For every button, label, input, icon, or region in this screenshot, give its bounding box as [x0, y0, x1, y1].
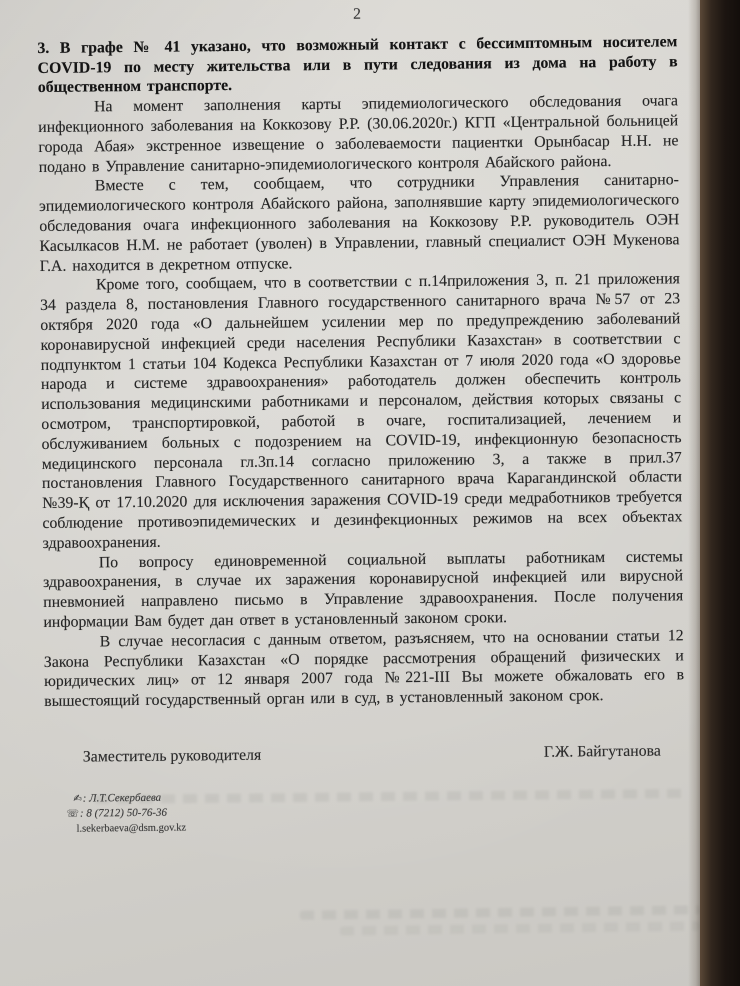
paragraph: В случае несогласия с данным ответом, разъясняем, что на основании статьи 12 Закона Республики Казахстан «О порядке рассмотрения обращений физических и юридических лиц» от 12 января 2007 года №221-III Вы можете обжаловать его в вышестоящий государственный орган или в суд, в установленный законом срок. [43, 626, 685, 711]
signature-row [45, 741, 685, 767]
email-address: l.sekerbaeva@dsm.gov.kz [76, 822, 187, 835]
paragraph: По вопросу единовременной социальной выплаты работникам системы здравоохранения, в случае их заражения коронавирусной инфекцией или вирусной пневмонией направлено письмо в Управление здравоохранения. После получения информации Вам будет дан ответ в установленный законом сроки. [42, 547, 684, 631]
section-heading: 3. В графе № 41 указано, что возможный контакт с бессимптомным носителем COVID-19 по месту жительства или в пути следования из дома на работу в общественном транспорте. [37, 33, 678, 97]
bleed-through-artifact [300, 905, 700, 920]
photo-background-edge [700, 0, 740, 986]
writing-hand-icon: ✍ [73, 793, 82, 805]
phone-number: : 8 (7212) 50-76-36 [79, 806, 168, 820]
bleed-through-artifact [340, 921, 700, 935]
signer-title: Заместитель руководителя [82, 746, 262, 766]
telephone-icon: ☏ [66, 808, 80, 820]
executor-name: : Л.Т.Секербаева [82, 791, 162, 805]
executor-block [45, 785, 685, 837]
paragraph: Вместе с тем, сообщаем, что сотрудники Управления санитарно-эпидемиологического контроля Абайского района, заполнявшие карту эпидемиологического обследования очага инфекционного заболевания на Коккозову Р.Р. руководитель ОЭН Касылкасов Н.М. не работает (уволен) в Управлении, главный специалист ОЭН Мукенова Г.А. находится в декретном отпуске. [38, 171, 680, 275]
page-number: 2 [353, 5, 362, 23]
signer-name: Г.Ж. Байгутанова [543, 742, 661, 761]
paragraph: Кроме того, сообщаем, что в соответствии с п.14приложения 3, п. 21 приложения 34 раздела 8, постановления Главного государственного санитарного врача №57 от 23 октября 2020 года «О дальнейшем усилении мер по предупреждению заболеваний коронавирусной инфекцией среди населения Республики Казахстан» в соответствии с подпунктом 1 статьи 104 Кодекса Республики Казахстан от 7 июля 2020 года «О здоровье народа и системе здравоохранения» работодатель должен обеспечить контроль использования медицинскими работниками и персоналом, действия которых связаны с осмотром, транспортировкой, работой в очаге, госпитализацией, лечением и обслуживанием больных с подозрением на COVID-19, инфекционную безопасность медицинского персонала гл.3п.14 согласно приложению 3, а также в прил.37 постановления Главного Государственного санитарного врача Карагандинской области №39-Қ от 17.10.2020 для исключения заражения COVID-19 среди медработников требуется соблюдение противоэпидемических и дезинфекционных режимов на всех объектах здравоохранения. [40, 270, 683, 552]
letter-content [37, 1, 686, 836]
letter-body [38, 91, 684, 711]
paragraph: На момент заполнения карты эпидемиологического обследования очага инфекционного заболевания на Коккозову Р.Р. (30.06.2020г.) КГП «Центральной больницей города Абая» экстренное извещение о заболеваемости пациентки Орынбасар Н.Н. не подано в Управление санитарно-эпидемиологического контроля Абайского района. [38, 92, 679, 176]
